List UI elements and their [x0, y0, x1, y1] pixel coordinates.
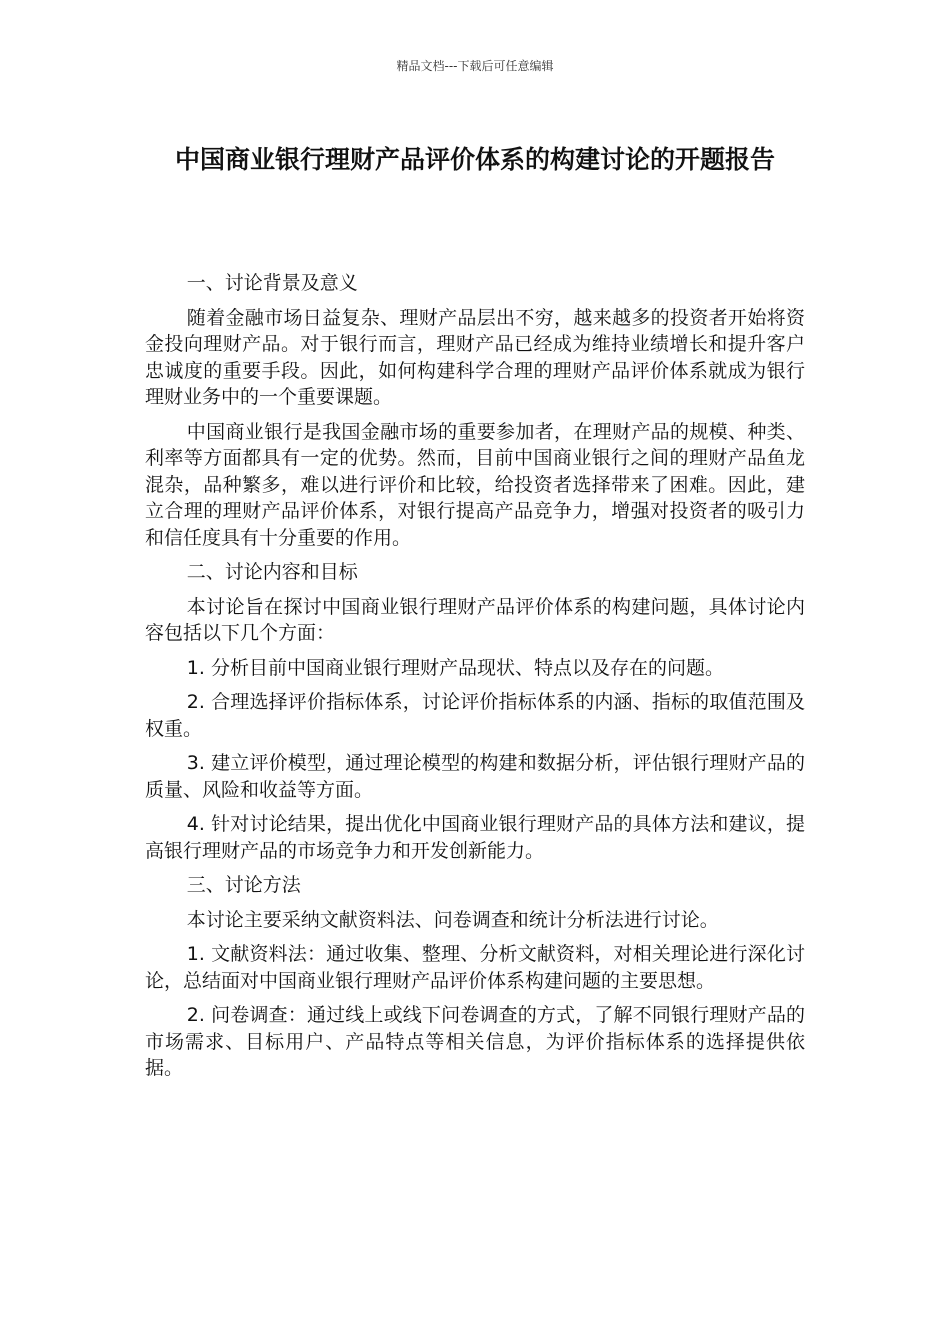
document-title: 中国商业银行理财产品评价体系的构建讨论的开题报告	[174, 145, 775, 174]
section-heading-methods: 三、讨论方法	[186, 874, 301, 896]
document-body	[145, 270, 805, 1090]
page-header: 精品文档---下载后可任意编辑	[396, 59, 554, 73]
list-item-content-2: 2. 合理选择评价指标体系，讨论评价指标体系的内涵、指标的取值范围及权重。	[145, 691, 805, 740]
paragraph-methods-intro: 本讨论主要采纳文献资料法、问卷调查和统计分析法进行讨论。	[186, 908, 719, 931]
list-item-content-1: 1. 分析目前中国商业银行理财产品现状、特点以及存在的问题。	[186, 656, 724, 679]
section-heading-content: 二、讨论内容和目标	[186, 561, 358, 583]
list-item-content-4: 4. 针对讨论结果，提出优化中国商业银行理财产品的具体方法和建议，提高银行理财产品的市场竞争力和开发创新能力。	[145, 813, 805, 862]
list-item-methods-2: 2. 问卷调查：通过线上或线下问卷调查的方式，了解不同银行理财产品的市场需求、目标用户、产品特点等相关信息，为评价指标体系的选择提供依据。	[145, 1004, 805, 1079]
section-heading-background: 一、讨论背景及意义	[186, 272, 358, 294]
list-item-content-3: 3. 建立评价模型，通过理论模型的构建和数据分析，评估银行理财产品的质量、风险和收益等方面。	[145, 752, 805, 801]
paragraph-background-2: 中国商业银行是我国金融市场的重要参加者，在理财产品的规模、种类、利率等方面都具有一定的优势。然而，目前中国商业银行之间的理财产品鱼龙混杂，品种繁多，难以进行评价和比较，给投资者选择带来了困难。因此，建立合理的理财产品评价体系，对银行提高产品竞争力，增强对投资者的吸引力和信任度具有十分重要的作用。	[145, 420, 805, 549]
paragraph-content-intro: 本讨论旨在探讨中国商业银行理财产品评价体系的构建问题，具体讨论内容包括以下几个方面：	[145, 595, 805, 644]
paragraph-background-1: 随着金融市场日益复杂、理财产品层出不穷，越来越多的投资者开始将资金投向理财产品。对于银行而言，理财产品已经成为维持业绩增长和提升客户忠诚度的重要手段。因此，如何构建科学合理的理财产品评价体系就成为银行理财业务中的一个重要课题。	[145, 306, 805, 408]
list-item-methods-1: 1. 文献资料法：通过收集、整理、分析文献资料，对相关理论进行深化讨论，总结面对中国商业银行理财产品评价体系构建问题的主要思想。	[145, 943, 805, 992]
